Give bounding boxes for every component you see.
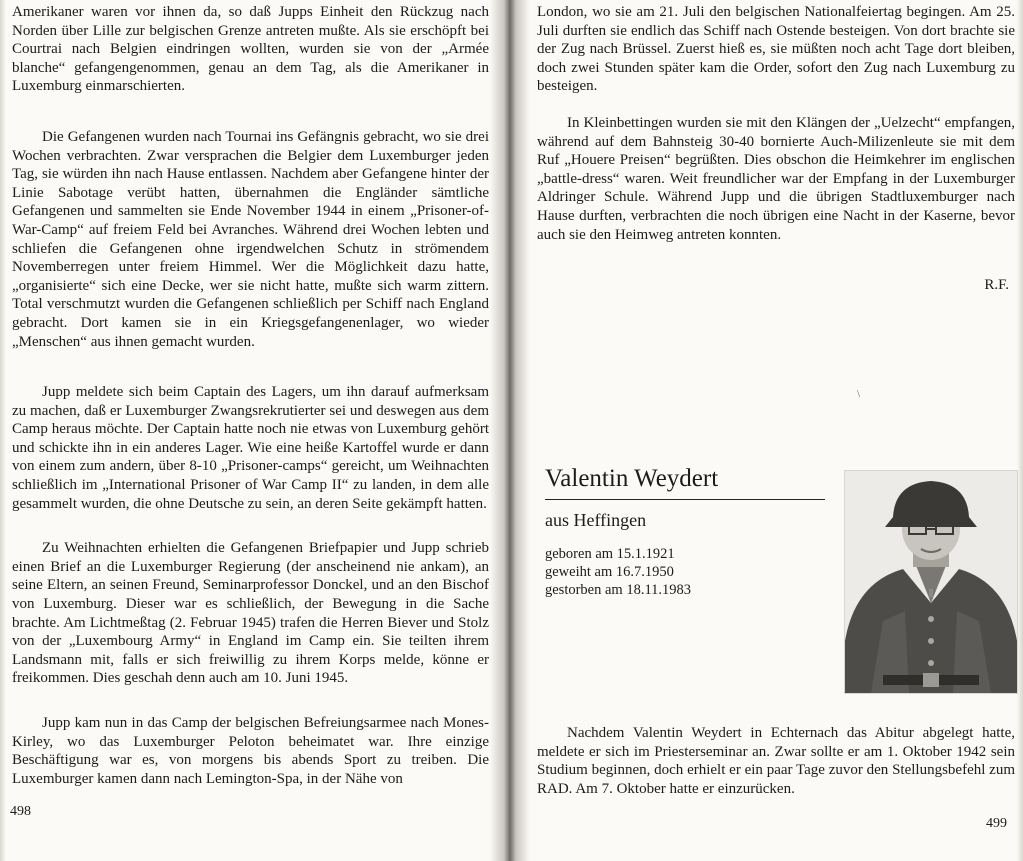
paragraph-kleinbettingen: In Kleinbettingen wurden sie mit den Klängen der „Uelzecht“ empfangen, während auf dem Bahnsteig 30-40 bornierte Auch-Milizenleute sie mit dem Ruf „Houere Preisen“ begrüßten. Dies obschon die Heimkehrer im englischen „battle-dress“ waren. Weit freundlicher war der Empfang in der Luxemburger Aldringer Schule. Während Jupp und die übrigen Stadtluxemburger nach Hause durften, verbrachten die noch übrigen eine Nacht in der Kaserne, bevor auch sie den Heimweg antreten konnten. <box>537 114 1015 243</box>
person-name: Valentin Weydert <box>545 465 719 492</box>
died-date: gestorben am 18.11.1983 <box>545 582 692 598</box>
person-origin: aus Heffingen <box>545 510 647 530</box>
pen-mark: \ <box>857 388 861 400</box>
life-dates <box>545 545 830 599</box>
paragraph-armee-blanche: Amerikaner waren vor ihnen da, so daß Jupps Einheit den Rückzug nach Norden über Lille zur belgischen Grenze antreten mußte. Als sie erschöpft bei Courtrai nach Belgien eindringen wollten, wurden sie von der „Armée blanche“ gefangengenommen, genau an dem Tag, als die Amerikaner in Luxemburg einmarschierten. <box>12 4 489 95</box>
portrait-photo <box>844 470 1018 694</box>
author-signature: R.F. <box>984 277 1009 293</box>
page-number-left: 498 <box>10 804 31 819</box>
paragraph-weihnachten: Zu Weihnachten erhielten die Gefangenen Briefpapier und Jupp schrieb einen Brief an die Luxemburger Regierung (der anscheinend nie ankam), an seine Eltern, an seinen Freund, Seminarprofessor Donckel, und an den Bischof von Luxemburg. Dieser war es schließlich, der Bewegung in die Sache brachte. Am Lichtmeßtag (2. Februar 1945) trafen die Herren Biever und Stolz von der „Luxembourg Army“ in England im Camp ein. Sie teilten ihrem Landsmann mit, falls er sich freiwillig zu ihrem Korps melde, könne er freikommen. Dies geschah denn auch am 10. Juni 1945. <box>12 540 489 687</box>
paragraph-tournai: Die Gefangenen wurden nach Tournai ins Gefängnis gebracht, wo sie drei Wochen verbrachten. Zwar versprachen die Belgier dem Luxemburger jeden Tag, sie würden ihn nach Hause entlassen. Nachdem aber Gefangene hinter der Linie Sabotage verübt hatten, übernahmen die Engländer sämtliche Gefangenen und sammelten sie Ende November 1944 in einem „Prisoner-of-War-Camp“ auf freiem Feld bei Avranches. Während drei Wochen lebten und schliefen die Gefangenen ohne irgendwelchen Schutz in strömendem Novemberregen unter freiem Himmel. Wer die Möglichkeit dazu hatte, „organisierte“ sich eine Decke, wer sie nicht hatte, mußte sich warm zittern. Total verschmutzt wurden die Gefangenen schließlich per Schiff nach England gebracht. Dort kamen sie in ein Kriegsgefangenenlager, wo wieder „Menschen“ aus ihnen gemacht wurden. <box>12 128 489 350</box>
paragraph-captain: Jupp meldete sich beim Captain des Lagers, um ihn darauf aufmerksam zu machen, daß er Luxemburger Zwangsrekrutierter sei und deswegen aus dem Camp heraus möchte. Der Captain hatte noch nie etwas von Luxemburg gehört und schickte ihn in ein anderes Lager. Wie eine heiße Kartoffel wurde er dann von einem zum andern, über 8-10 „Prisoner-camps“ gereicht, um Weihnachten schließlich im „International Prisoner of War Camp II“ zu landen, in dem alle gesammelt wurden, die ohne Deutsche zu sein, an deren Seite gekämpft hatten. <box>12 384 489 512</box>
paragraph-london: London, wo sie am 21. Juli den belgischen Nationalfeiertag begingen. Am 25. Juli durften sie endlich das Schiff nach Ostende besteigen. Von dort brachte sie der Zug nach Brüssel. Zuerst hieß es, sie müßten noch acht Tage dort bleiben, doch zwei Stunden später kam die Order, sofort den Zug nach Luxemburg zu besteigen. <box>537 4 1015 95</box>
born-date: geboren am 15.1.1921 <box>545 546 675 562</box>
biography-text <box>537 724 1015 798</box>
ordained-date: geweiht am 16.7.1950 <box>545 564 674 580</box>
right-page-edge <box>1017 0 1023 861</box>
name-underline <box>545 499 825 500</box>
paragraph-mones-kirley: Jupp kam nun in das Camp der belgischen Befreiungsarmee nach Mones-Kirley, wo das Luxemburger Peloton beheimatet war. Ihre einzige Beschäftigung war es, von morgens bis abends Sport zu treiben. Die Luxemburger kamen dann nach Lemington-Spa, in der Nähe von <box>12 715 489 787</box>
soldier-portrait-icon <box>845 471 1017 693</box>
book-gutter <box>490 0 530 861</box>
left-page <box>0 0 505 861</box>
right-page <box>517 0 1023 861</box>
paragraph-echternach: Nachdem Valentin Weydert in Echternach das Abitur abgelegt hatte, meldete er sich im Priesterseminar an. Zwar sollte er am 1. Oktober 1942 sein Studium beginnen, doch erhielt er ein paar Tage zuvor den Stellungsbefehl zum RAD. Am 7. Oktober hatte er einzurücken. <box>537 725 1015 797</box>
page-number-right: 499 <box>986 816 1007 831</box>
left-page-edge <box>0 0 6 861</box>
right-page-body <box>537 3 1015 244</box>
left-page-body <box>12 3 489 788</box>
biography-header <box>545 463 830 599</box>
